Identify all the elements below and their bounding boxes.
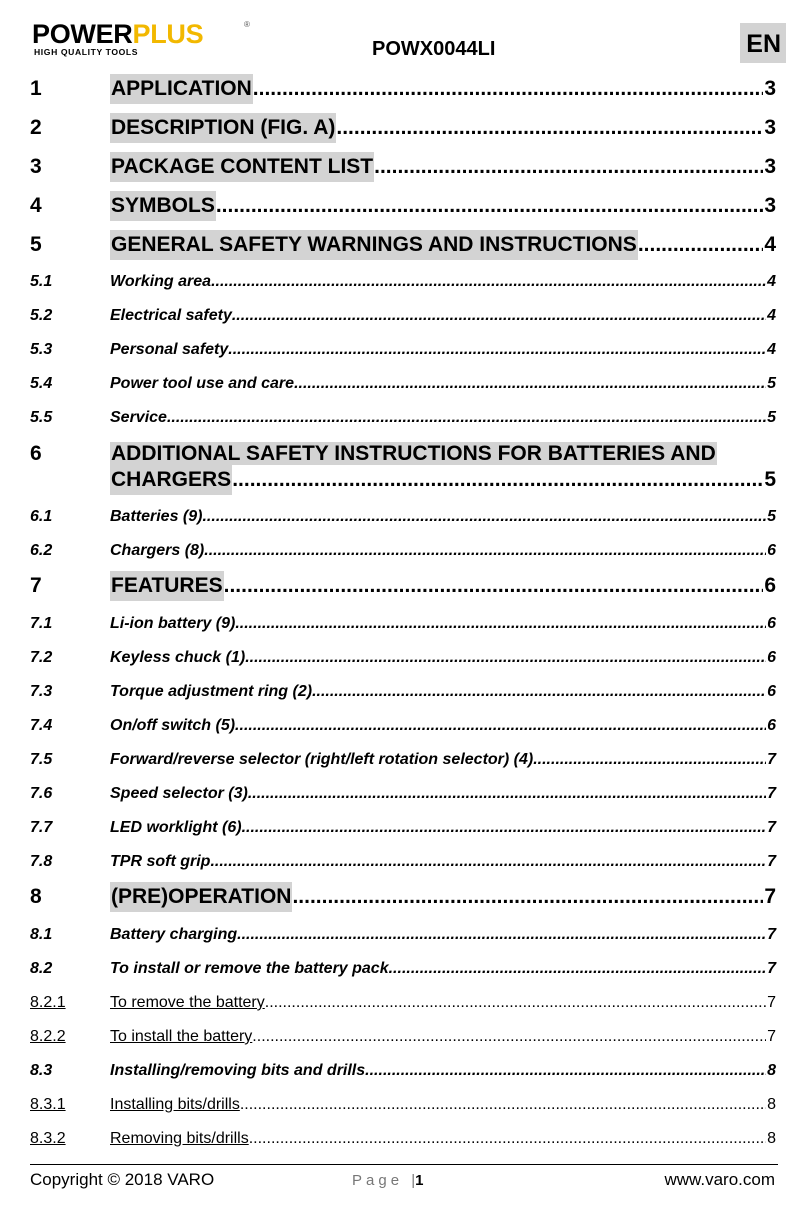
brand-tagline: HIGH QUALITY TOOLS (34, 47, 139, 57)
toc-page: 6 (764, 574, 776, 597)
registered-mark: ® (244, 20, 250, 29)
footer-divider (30, 1164, 778, 1165)
toc-title: Working area (110, 273, 212, 290)
toc-title: DESCRIPTION (FIG. A) (110, 113, 336, 143)
toc-entry-8-2[interactable] (0, 958, 808, 988)
toc-title: Service (110, 409, 167, 426)
toc-entry-8-2-1[interactable] (0, 992, 808, 1022)
toc-number: 7.8 (30, 853, 53, 870)
toc-number: 8.1 (30, 926, 53, 943)
leader-dots (253, 74, 764, 104)
page-indicator (352, 1172, 423, 1189)
toc-page: 7 (767, 853, 776, 870)
toc-entry-4[interactable] (0, 191, 808, 221)
toc-number: 8.2.1 (30, 994, 66, 1011)
toc-number: 7.3 (30, 683, 53, 700)
toc-page: 6 (767, 542, 776, 559)
toc-page: 8 (767, 1130, 776, 1147)
toc-title: Electrical safety (110, 307, 232, 324)
toc-title: To install or remove the battery pack (110, 960, 389, 977)
toc-entry-8-1[interactable] (0, 924, 808, 954)
toc-title: FEATURES (110, 571, 224, 601)
toc-title: GENERAL SAFETY WARNINGS AND INSTRUCTIONS (110, 230, 638, 260)
leader-dots (374, 152, 763, 182)
toc-title: PACKAGE CONTENT LIST (110, 152, 374, 182)
toc-title: Keyless chuck (1) (110, 649, 246, 666)
toc-entry-7-2[interactable] (0, 647, 808, 677)
leader-dots (211, 271, 766, 293)
toc-title: Power tool use and care (110, 375, 295, 392)
toc-number: 7.4 (30, 717, 53, 734)
toc-page: 7 (764, 885, 776, 908)
leader-dots (216, 191, 763, 221)
leader-dots (228, 339, 766, 361)
toc-entry-5-1[interactable] (0, 271, 808, 301)
toc-title: Li-ion battery (9) (110, 615, 236, 632)
toc-page: 7 (767, 994, 776, 1011)
toc-page: 5 (767, 375, 776, 392)
toc-entry-7-5[interactable] (0, 749, 808, 779)
leader-dots (249, 1128, 766, 1150)
toc-page: 5 (764, 468, 776, 491)
toc-number: 5.2 (30, 307, 53, 324)
brand-name: POWERPLUS (32, 19, 204, 49)
toc-page: 3 (764, 116, 776, 139)
toc-title: Batteries (9) (110, 508, 203, 525)
toc-title-line1: ADDITIONAL SAFETY INSTRUCTIONS FOR BATTERIES AND (111, 442, 716, 465)
toc-title: SYMBOLS (110, 191, 216, 221)
website-link[interactable]: www.varo.com (664, 1170, 775, 1189)
toc-page: 7 (767, 926, 776, 943)
toc-page: 3 (764, 77, 776, 100)
toc-entry-5-5[interactable] (0, 407, 808, 437)
toc-entry-2[interactable] (0, 113, 808, 143)
toc-number: 8.2 (30, 960, 53, 977)
leader-dots (232, 305, 766, 327)
toc-entry-6-2[interactable] (0, 540, 808, 570)
toc-number: 7 (30, 574, 42, 597)
leader-dots (365, 1060, 766, 1082)
toc-number: 5 (30, 233, 42, 256)
toc-entry-7[interactable] (0, 571, 808, 601)
leader-dots (235, 613, 766, 635)
toc-entry-7-1[interactable] (0, 613, 808, 643)
toc-number: 5.4 (30, 375, 53, 392)
page-label: Page (352, 1172, 404, 1189)
toc-title: Personal safety (110, 341, 229, 358)
toc-number: 7.7 (30, 819, 53, 836)
toc-number: 5.3 (30, 341, 53, 358)
toc-entry-5-3[interactable] (0, 339, 808, 369)
toc-page: 4 (764, 233, 776, 256)
leader-dots (533, 749, 766, 771)
toc-page: 6 (767, 683, 776, 700)
toc-entry-6-1[interactable] (0, 506, 808, 536)
toc-entry-7-7[interactable] (0, 817, 808, 847)
powerplus-logo (32, 20, 252, 56)
toc-number: 7.2 (30, 649, 53, 666)
toc-entry-7-8[interactable] (0, 851, 808, 881)
toc-title: Chargers (8) (110, 542, 205, 559)
toc-number: 7.1 (30, 615, 53, 632)
page-header (0, 0, 808, 74)
leader-dots (265, 992, 766, 1014)
toc-number: 6 (30, 442, 42, 465)
toc-number: 1 (30, 77, 42, 100)
toc-title: Battery charging (110, 926, 238, 943)
leader-dots (210, 851, 766, 873)
toc-entry-8-3-2[interactable] (0, 1128, 808, 1158)
leader-dots (240, 1094, 766, 1116)
toc-page: 6 (767, 615, 776, 632)
toc-page: 5 (767, 409, 776, 426)
toc-page: 4 (767, 307, 776, 324)
toc-number: 5.5 (30, 409, 53, 426)
leader-dots (294, 373, 766, 395)
leader-dots (389, 958, 766, 980)
toc-page: 3 (764, 194, 776, 217)
toc-number: 8.2.2 (30, 1028, 66, 1045)
toc-page: 7 (767, 960, 776, 977)
page-footer (0, 1168, 808, 1198)
leader-dots (248, 783, 766, 805)
toc-entry-8-3-1[interactable] (0, 1094, 808, 1124)
toc-page: 7 (767, 785, 776, 802)
language-badge: EN (740, 23, 786, 63)
toc-entry-1[interactable] (0, 74, 808, 104)
toc-number: 8.3 (30, 1062, 53, 1079)
toc-title: To remove the battery (110, 994, 265, 1011)
toc-entry-7-6[interactable] (0, 783, 808, 813)
leader-dots (245, 647, 766, 669)
toc-number: 8 (30, 885, 42, 908)
toc-page: 8 (767, 1062, 776, 1079)
toc-title: Removing bits/drills (110, 1130, 249, 1147)
toc-number: 6.1 (30, 508, 53, 525)
toc-title: To install the battery (110, 1028, 253, 1045)
toc-entry-8[interactable] (0, 882, 808, 912)
toc-title: Installing/removing bits and drills (110, 1062, 366, 1079)
toc-page: 4 (767, 341, 776, 358)
toc-entry-3[interactable] (0, 152, 808, 182)
toc-title: Torque adjustment ring (2) (110, 683, 313, 700)
toc-number: 5.1 (30, 273, 53, 290)
toc-number: 3 (30, 155, 42, 178)
leader-dots (204, 540, 766, 562)
toc-page: 4 (767, 273, 776, 290)
copyright-text: Copyright © 2018 VARO (30, 1170, 215, 1189)
toc-entry-7-3[interactable] (0, 681, 808, 711)
toc-title: APPLICATION (110, 74, 253, 104)
leader-dots (167, 407, 766, 429)
toc-number: 8.3.1 (30, 1096, 66, 1113)
toc-number: 4 (30, 194, 42, 217)
toc-title: Speed selector (3) (110, 785, 248, 802)
toc-page: 7 (767, 751, 776, 768)
toc-page: 5 (767, 508, 776, 525)
toc-title: Forward/reverse selector (right/left rotation selector) (4) (110, 751, 534, 768)
toc-entry-8-2-2[interactable] (0, 1026, 808, 1056)
leader-dots (638, 230, 764, 260)
toc-title: CHARGERS (110, 465, 232, 495)
page-separator: | (411, 1172, 416, 1189)
toc-title: Installing bits/drills (110, 1096, 240, 1113)
leader-dots (312, 681, 766, 703)
page-number: 1 (415, 1172, 424, 1189)
leader-dots (237, 924, 766, 946)
toc-number: 7.5 (30, 751, 53, 768)
toc-entry-5[interactable] (0, 230, 808, 260)
toc-page: 6 (767, 717, 776, 734)
toc-page: 8 (767, 1096, 776, 1113)
leader-dots (336, 113, 763, 143)
toc-entry-7-4[interactable] (0, 715, 808, 745)
toc-entry-8-3[interactable] (0, 1060, 808, 1090)
toc-title: TPR soft grip (110, 853, 211, 870)
leader-dots (224, 571, 764, 601)
toc-title: (PRE)OPERATION (110, 882, 292, 912)
toc-page: 3 (764, 155, 776, 178)
toc-page: 7 (767, 1028, 776, 1045)
leader-dots (292, 882, 763, 912)
toc-page: 6 (767, 649, 776, 666)
toc-title: On/off switch (5) (110, 717, 236, 734)
toc-entry-5-2[interactable] (0, 305, 808, 335)
leader-dots (242, 817, 767, 839)
toc-number: 6.2 (30, 542, 53, 559)
leader-dots (232, 465, 763, 495)
toc-number: 8.3.2 (30, 1130, 66, 1147)
toc-number: 2 (30, 116, 42, 139)
leader-dots (202, 506, 766, 528)
toc-entry-6[interactable] (0, 439, 808, 495)
toc-page: 7 (767, 819, 776, 836)
toc-title: LED worklight (6) (110, 819, 242, 836)
leader-dots (235, 715, 766, 737)
toc-entry-5-4[interactable] (0, 373, 808, 403)
model-number: POWX0044LI (372, 38, 496, 60)
leader-dots (252, 1026, 766, 1048)
toc-number: 7.6 (30, 785, 53, 802)
